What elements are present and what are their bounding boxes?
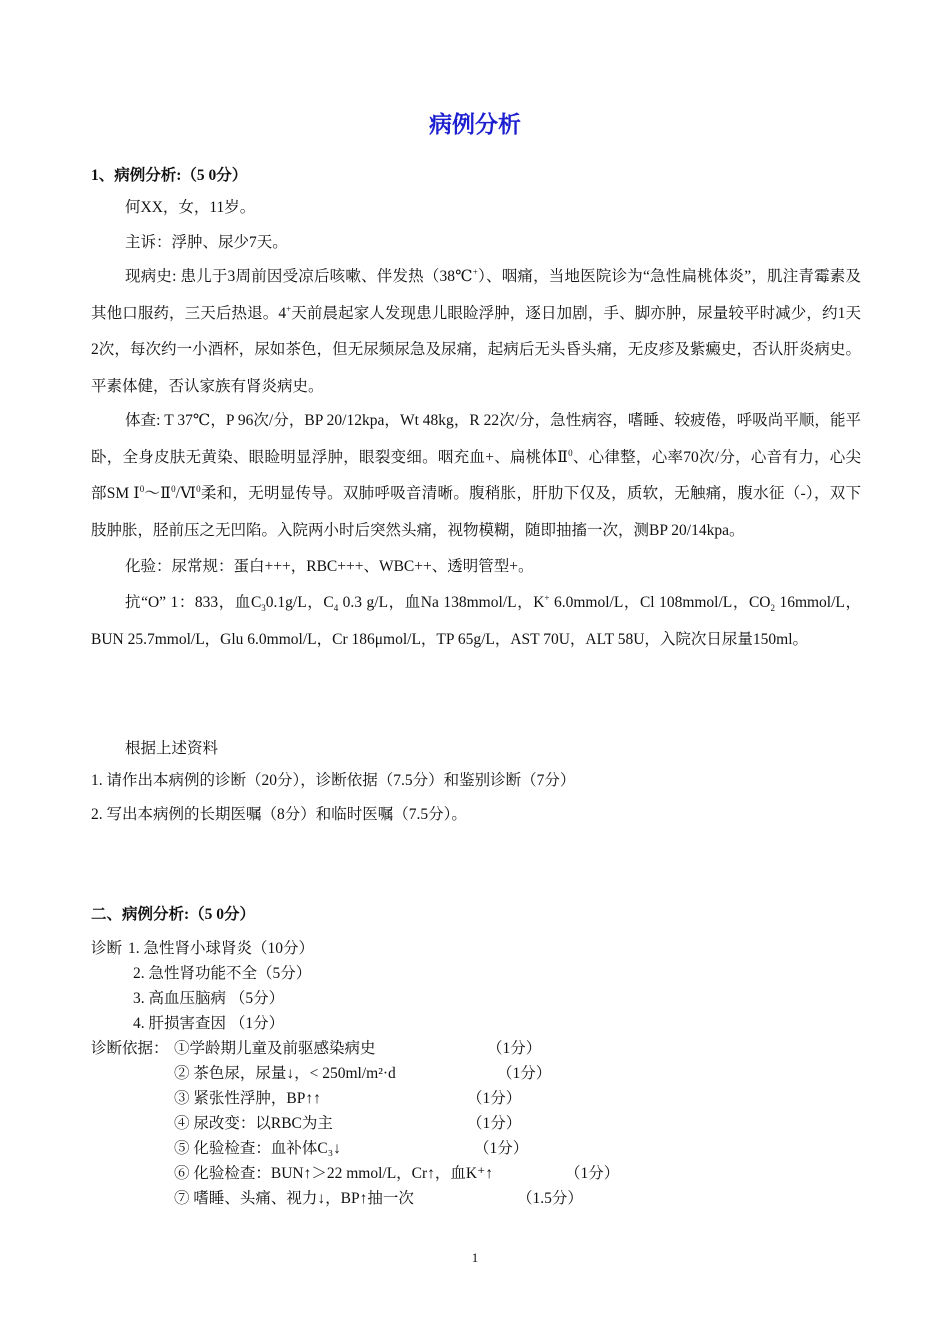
present-history: 现病史: 患儿于3周前因受凉后咳嗽、伴发热（38℃+）、咽痛，当地医院诊为“急性扁桃体炎”，肌注青霉素及其他口服药，三天后热退。4+天前晨起家人发现患儿眼睑浮肿，逐日加剧，手、脚亦肿，尿量较平时减少，约1天2次，每次约一小酒杯，尿如茶色，但无尿频尿急及尿痛，起病后无头昏头痛，无皮疹及紫癜史，否认肝炎病史。平素体健，否认家族有肾炎病史。: [91, 266, 861, 395]
basis-score: （1分）: [497, 1065, 552, 1082]
basis-intro: 根据上述资料: [125, 740, 219, 757]
diagnosis-item: 1. 急性肾小球肾炎（10分）: [128, 940, 315, 957]
section1-heading: 1、病例分析:（5 0分）: [91, 167, 248, 184]
basis-item: ⑦ 嗜睡、头痛、视力↓，BP↑抽一次: [174, 1190, 414, 1207]
basis-score: （1分）: [467, 1115, 522, 1132]
diagnosis-item: 2. 急性肾功能不全（5分）: [133, 965, 312, 982]
basis-item: ③ 紧张性浮肿，BP↑↑: [174, 1090, 321, 1107]
basis-item: ①学龄期儿童及前驱感染病史: [174, 1040, 376, 1057]
patient-info: 何XX，女，11岁。: [125, 199, 256, 216]
basis-score: （1分）: [565, 1165, 620, 1182]
page-title: 病例分析: [429, 112, 521, 138]
diagnosis-basis-label: 诊断依据：: [91, 1040, 169, 1057]
blood-lab: 抗“O” 1：833，血$C_30.1g/L$，$C_4$ 0.3 g/L，血Na 138mmol/L，K+ 6.0mmol/L，Cl 108mmol/L，$CO_2$ 16mmol/L，BUN 25.7mmol/L，Glu 6.0mmol/L，Cr 186μmol/L，TP 65g/L，AST 70U，ALT 58U，入院次日尿量150ml。: [91, 592, 861, 648]
basis-score: （1分）: [467, 1090, 522, 1107]
physical-exam: 体查: T 37℃，P 96次/分，BP 20/12kpa，Wt 48kg，R 22次/分，急性病容，嗜睡、较疲倦，呼吸尚平顺，能平卧，全身皮肤无黄染、眼睑明显浮肿，眼裂变细。咽充血+、扁桃体Ⅱ$^0$、心律整，心率70次/分，心音有力，心尖部SM Ⅰ$^0$～Ⅱ$^0$/Ⅵ$^0$柔和，无明显传导。双肺呼吸音清晰。腹稍胀，肝肋下仅及，质软，无触痛，腹水征（-），双下肢肿胀，胫前压之无凹陷。入院两小时后突然头痛，视物模糊，随即抽搐一次，测BP 20/14kpa。: [91, 412, 861, 539]
basis-score: （1分）: [474, 1140, 529, 1157]
diagnosis-item: 4. 肝损害查因 （1分）: [133, 1015, 285, 1032]
section2-heading: 二、病例分析:（5 0分）: [91, 906, 256, 923]
basis-score: （1分）: [487, 1040, 542, 1057]
chief-complaint: 主诉：浮肿、尿少7天。: [125, 234, 288, 251]
question-2: 2. 写出本病例的长期医嘱（8分）和临时医嘱（7.5分）。: [91, 806, 467, 823]
basis-item: ② 茶色尿，尿量↓，< 250ml/m²·d: [174, 1065, 396, 1082]
basis-score: （1.5分）: [517, 1190, 583, 1207]
basis-item: ⑤ 化验检查：血补体C₃↓: [174, 1140, 341, 1157]
question-1: 1. 请作出本病例的诊断（20分），诊断依据（7.5分）和鉴别诊断（7分）: [91, 772, 576, 789]
basis-item: ④ 尿改变：以RBC为主: [174, 1115, 333, 1132]
urine-lab: 化验：尿常规：蛋白+++，RBC+++、WBC++、透明管型+。: [125, 558, 534, 575]
diagnosis-item: 3. 高血压脑病 （5分）: [133, 990, 285, 1007]
basis-item: ⑥ 化验检查：BUN↑＞22 mmol/L，Cr↑，血K⁺↑: [174, 1165, 494, 1182]
page-number: 1: [471, 1250, 479, 1265]
diagnosis-label: 诊断: [91, 940, 123, 957]
